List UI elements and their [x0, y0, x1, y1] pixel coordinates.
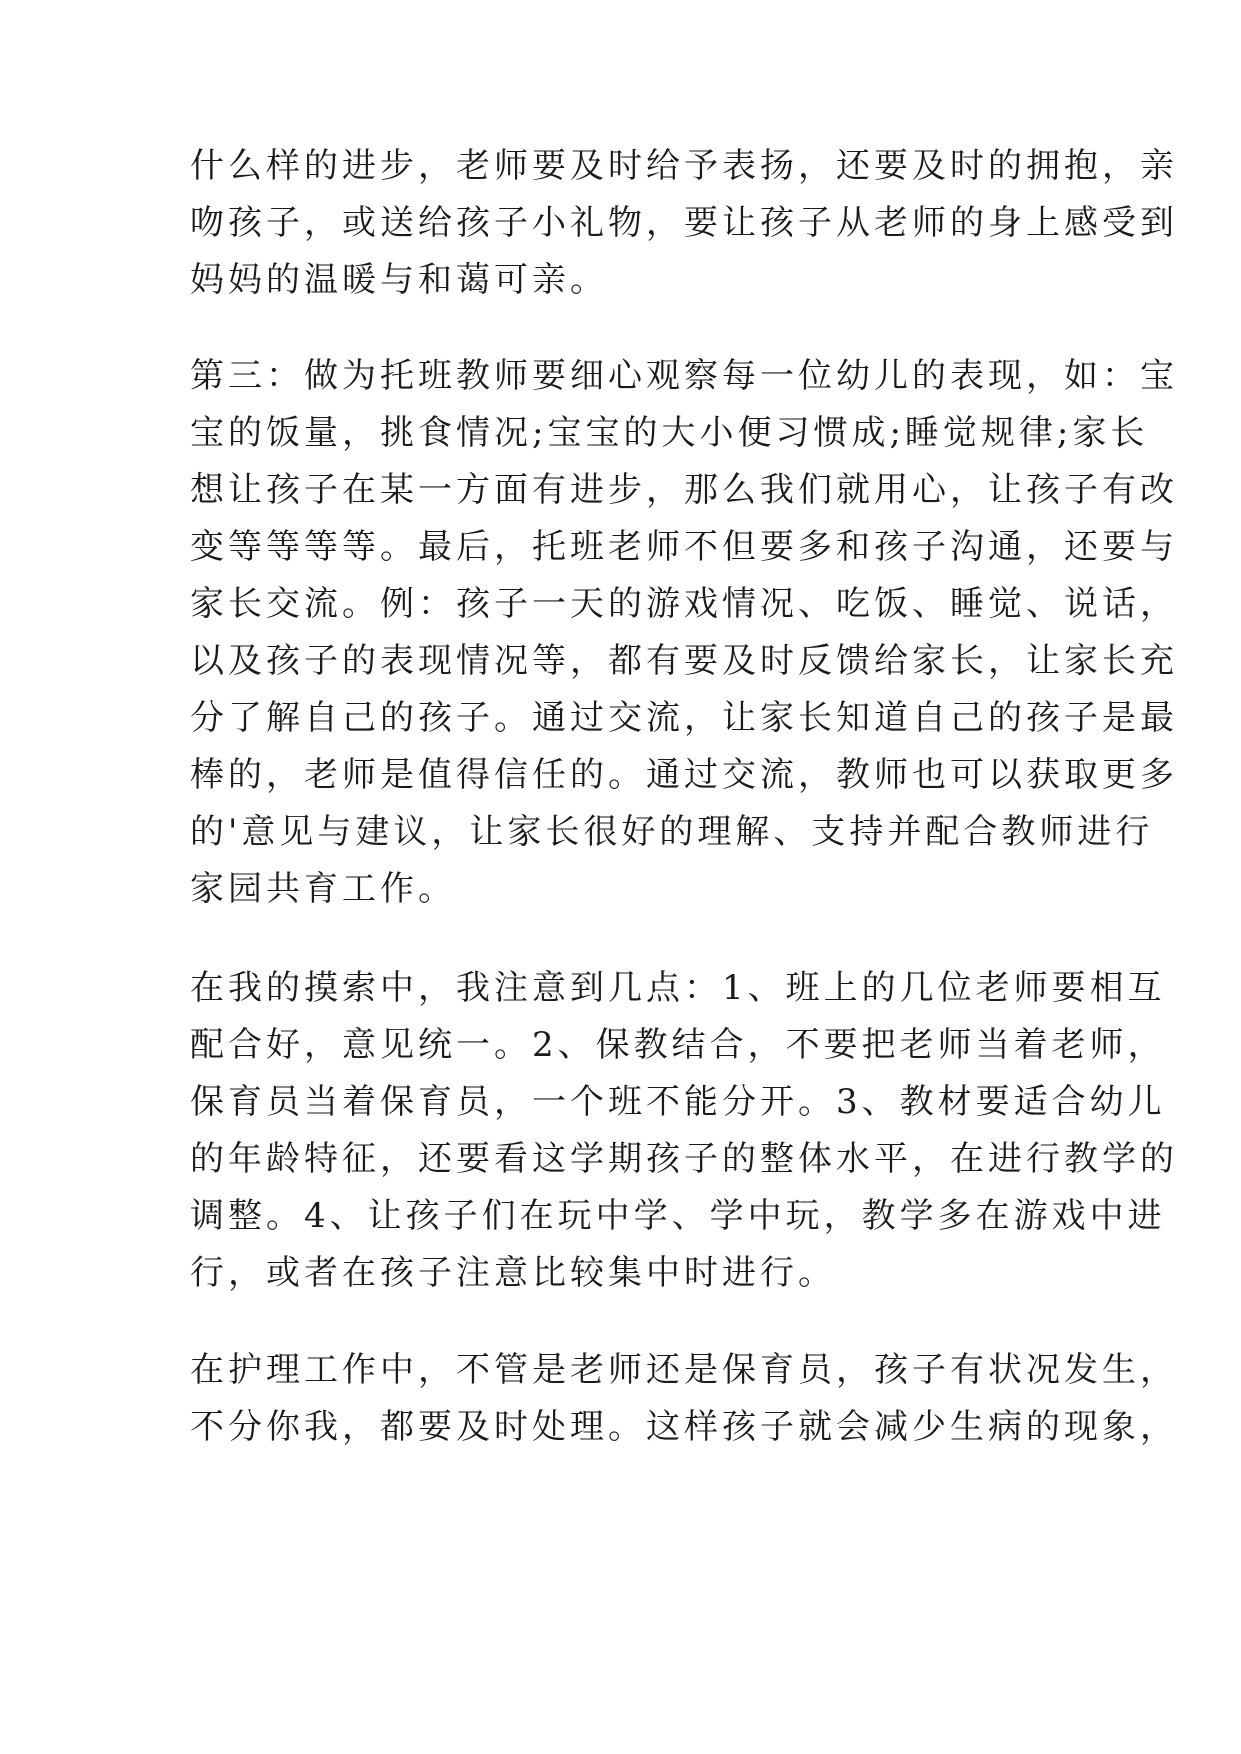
text-line: 宝的饭量，挑食情况;宝宝的大小便习惯成;睡觉规律;家长	[190, 413, 1149, 453]
text-line: 在护理工作中，不管是老师还是保育员，孩子有状况发生，	[190, 1350, 1178, 1390]
paragraph-4	[190, 1342, 1178, 1456]
text-line: 分了解自己的孩子。通过交流，让家长知道自己的孩子是最	[190, 698, 1178, 738]
text-line: 家长交流。例：孩子一天的游戏情况、吃饭、睡觉、说话，	[190, 584, 1178, 624]
text-line: 第三：做为托班教师要细心观察每一位幼儿的表现，如：宝	[190, 356, 1178, 396]
text-line: 吻孩子，或送给孩子小礼物，要让孩子从老师的身上感受到	[190, 203, 1178, 243]
text-line: 调整。4、让孩子们在玩中学、学中玩，教学多在游戏中进	[190, 1196, 1166, 1236]
paragraph-3	[190, 960, 1178, 1302]
text-line: 家园共育工作。	[190, 869, 456, 909]
text-line: 什么样的进步，老师要及时给予表扬，还要及时的拥抱，亲	[190, 146, 1178, 186]
text-line: 在我的摸索中，我注意到几点：1、班上的几位老师要相互	[190, 968, 1166, 1008]
text-line: 行，或者在孩子注意比较集中时进行。	[190, 1253, 836, 1293]
text-line: 的年龄特征，还要看这学期孩子的整体水平，在进行教学的	[190, 1139, 1178, 1179]
paragraph-1	[190, 138, 1178, 309]
text-line: 妈妈的温暖与和蔼可亲。	[190, 260, 608, 300]
text-line: 的'意见与建议，让家长很好的理解、支持并配合教师进行	[190, 812, 1154, 852]
text-line: 配合好，意见统一。2、保教结合，不要把老师当着老师，	[190, 1025, 1166, 1065]
text-line: 不分你我，都要及时处理。这样孩子就会减少生病的现象，	[190, 1407, 1178, 1447]
paragraph-2	[190, 348, 1178, 918]
text-line: 棒的，老师是值得信任的。通过交流，教师也可以获取更多	[190, 755, 1178, 795]
text-line: 保育员当着保育员，一个班不能分开。3、教材要适合幼儿	[190, 1082, 1166, 1122]
text-line: 变等等等等。最后，托班老师不但要多和孩子沟通，还要与	[190, 527, 1178, 567]
text-line: 以及孩子的表现情况等，都有要及时反馈给家长，让家长充	[190, 641, 1178, 681]
text-line: 想让孩子在某一方面有进步，那么我们就用心，让孩子有改	[190, 470, 1178, 510]
